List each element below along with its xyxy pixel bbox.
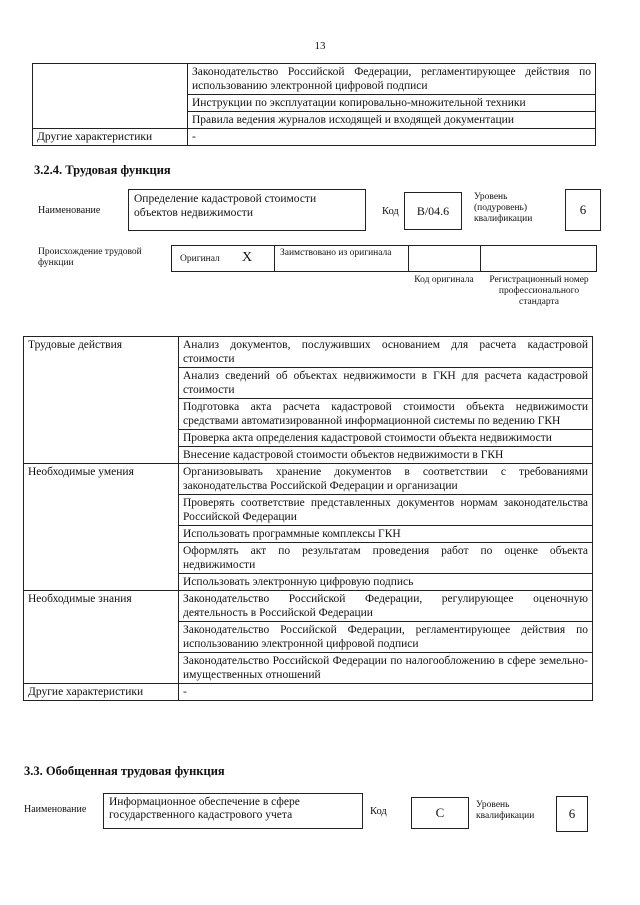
group-label: Другие характеристики [24,684,179,701]
row-text: - [188,129,596,146]
code-value: C [435,805,445,820]
group-label: Необходимые знания [24,591,179,684]
code-box [404,192,462,230]
reg-number-caption: Регистрационный номер профессионального стандарта [489,275,589,307]
row-text: Правила ведения журналов исходящей и входящей документации [188,112,596,129]
row-label [33,64,188,129]
list-item: Законодательство Российской Федерации по налогообложению в сфере земельно-имущественных отношений [179,653,593,684]
divider [480,246,481,271]
function-name-box [128,189,366,231]
original-label: Оригинал [180,254,220,264]
table-row [33,129,596,146]
level-label: Уровень (подуровень) квалификации [474,192,533,224]
code-value: B/04.6 [416,203,450,218]
group-label: Необходимые умения [24,464,179,591]
table-row [24,591,593,622]
name-label: Наименование [38,205,101,216]
functions-table [23,336,593,701]
function-name: Информационное обеспечение в сфере государственного кадастрового учета [109,796,300,821]
list-item: Законодательство Российской Федерации, регламентирующее действия по использованию электронной цифровой подписи [179,622,593,653]
row-label: Другие характеристики [33,129,188,146]
borrowed-label: Заимствовано из оригинала [280,248,392,258]
list-item: Проверка акта определения кадастровой стоимости объекта недвижимости [179,430,593,447]
table-row [24,337,593,368]
level-value: 6 [579,202,587,217]
row-text: Законодательство Российской Федерации, регламентирующее действия по использованию электронной цифровой подписи [188,64,596,95]
level-value: 6 [568,806,576,821]
origin-row [171,245,597,272]
code-label: Код [370,806,387,817]
function-name: Определение кадастровой стоимости объектов недвижимости [134,193,317,219]
name-label: Наименование [24,804,87,815]
code-original-caption: Код оригинала [414,275,474,285]
list-item: Законодательство Российской Федерации, регулирующее оценочную деятельность в Российской Федерации [179,591,593,622]
row-text: Инструкции по эксплуатации копировально-множительной техники [188,95,596,112]
top-table [32,63,596,146]
section-title: 3.3. Обобщенная трудовая функция [24,764,225,778]
table-row [24,464,593,495]
origin-label: Происхождение трудовой функции [38,247,142,268]
table-row [24,684,593,701]
table-row [33,64,596,95]
list-item: - [179,684,593,701]
original-mark: X [242,250,253,265]
level-label: Уровень квалификации [476,800,535,821]
group-label: Трудовые действия [24,337,179,464]
code-box [411,797,469,829]
list-item: Использовать электронную цифровую подпись [179,574,593,591]
list-item: Проверять соответствие представленных документов нормам законодательства Российской Федерации [179,495,593,526]
list-item: Анализ документов, послуживших основанием для расчета кадастровой стоимости [179,337,593,368]
list-item: Оформлять акт по результатам проведения работ по оценке объекта недвижимости [179,543,593,574]
level-box [565,189,601,231]
list-item: Подготовка акта расчета кадастровой стоимости объекта недвижимости средствами автоматизированной информационной системы по ведению ГКН [179,399,593,430]
list-item: Использовать программные комплексы ГКН [179,526,593,543]
page-number: 13 [314,40,326,52]
divider [408,246,409,271]
list-item: Анализ сведений об объектах недвижимости в ГКН для расчета кадастровой стоимости [179,368,593,399]
list-item: Внесение кадастровой стоимости объектов недвижимости в ГКН [179,447,593,464]
list-item: Организовывать хранение документов в соответствии с требованиями законодательства Российской Федерации и организации [179,464,593,495]
divider [274,246,275,271]
section-title: 3.2.4. Трудовая функция [34,163,171,177]
function-name-box [103,793,363,829]
level-box [556,796,588,832]
code-label: Код [382,206,399,217]
